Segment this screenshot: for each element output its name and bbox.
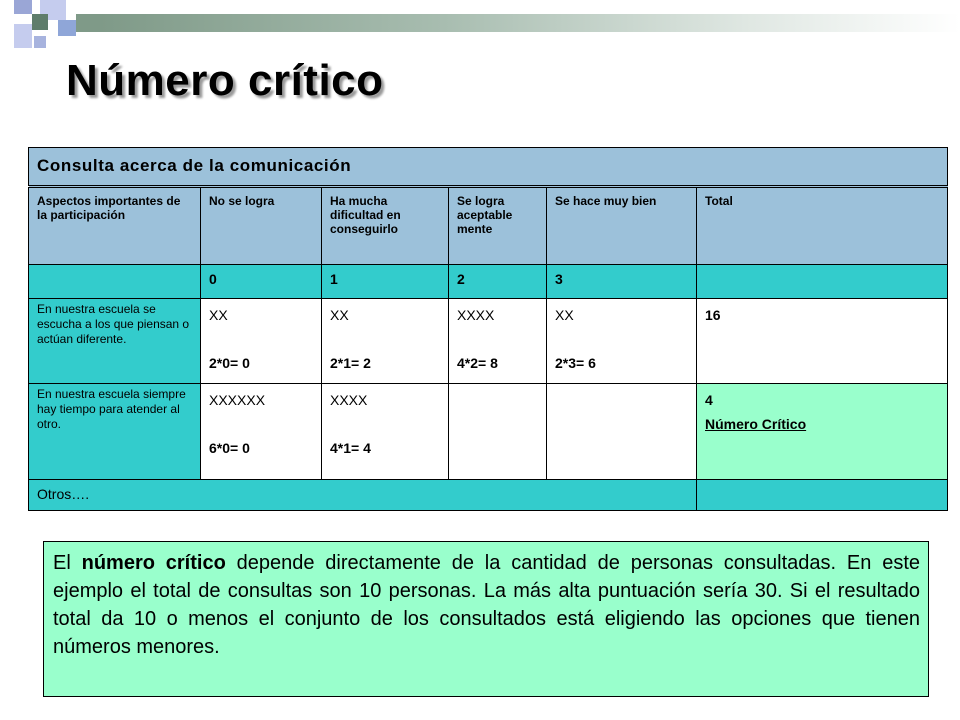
column-header: Aspectos importantes de la participación	[29, 187, 201, 265]
decor-square	[14, 24, 32, 48]
column-header: No se logra	[201, 187, 322, 265]
value-cell	[449, 384, 547, 480]
otros-total-cell	[697, 480, 948, 511]
score-row	[29, 265, 948, 299]
column-header: Total	[697, 187, 948, 265]
note-term: número crítico	[81, 552, 226, 574]
total-cell	[697, 384, 948, 480]
score-cell-empty	[29, 265, 201, 299]
table-title: Consulta acerca de la comunicación	[29, 148, 948, 187]
tally-marks: XXXX	[330, 392, 368, 408]
value-cell	[322, 384, 449, 480]
calc-text: 2*0= 0	[209, 355, 250, 371]
score-cell: 3	[547, 265, 697, 299]
table-title-row	[29, 148, 948, 187]
total-cell	[697, 299, 948, 384]
explanation-box	[43, 541, 929, 697]
decor-square	[32, 14, 48, 30]
calc-text: 4*2= 8	[457, 355, 498, 371]
decor-square	[58, 20, 76, 36]
aspect-cell: En nuestra escuela siempre hay tiempo para atender al otro.	[29, 384, 201, 480]
note-prefix: El	[53, 552, 82, 574]
score-cell-empty	[697, 265, 948, 299]
otros-row	[29, 480, 948, 511]
tally-marks: XX	[330, 307, 349, 323]
note-text: depende directamente de la cantidad de personas consultadas. En este ejemplo el total de consultas son 10 personas. La más alta puntuación sería 30. Si el resultado total da 10 o menos el conjunto de los consultados está eligiendo las opciones que tienen números menores.	[53, 552, 920, 658]
column-header: Se hace muy bien	[547, 187, 697, 265]
column-header: Se logra aceptable mente	[449, 187, 547, 265]
value-cell	[449, 299, 547, 384]
column-header: Ha mucha dificultad en conseguirlo	[322, 187, 449, 265]
tally-marks: XXXX	[457, 307, 495, 323]
decor-square	[34, 36, 46, 48]
score-cell: 0	[201, 265, 322, 299]
value-cell	[547, 384, 697, 480]
calc-text: 4*1= 4	[330, 440, 371, 456]
aspect-cell: En nuestra escuela se escucha a los que piensan o actúan diferente.	[29, 299, 201, 384]
page-title: Número crítico	[66, 56, 384, 105]
otros-cell: Otros….	[29, 480, 697, 511]
header-gradient-bar	[100, 14, 960, 32]
value-cell	[322, 299, 449, 384]
value-cell	[547, 299, 697, 384]
score-cell: 2	[449, 265, 547, 299]
value-cell	[201, 384, 322, 480]
column-header-row	[29, 187, 948, 265]
decor-square	[76, 14, 100, 32]
tally-marks: XX	[555, 307, 574, 323]
critical-number-label: Número Crítico	[705, 416, 807, 432]
calc-text: 2*1= 2	[330, 355, 371, 371]
table-row	[29, 299, 948, 384]
total-value: 16	[705, 307, 721, 323]
calc-text: 6*0= 0	[209, 440, 250, 456]
survey-table	[28, 147, 948, 511]
tally-marks: XX	[209, 307, 228, 323]
total-value: 4	[705, 392, 713, 408]
value-cell	[201, 299, 322, 384]
decor-square	[14, 0, 32, 14]
table-row	[29, 384, 948, 480]
score-cell: 1	[322, 265, 449, 299]
calc-text: 2*3= 6	[555, 355, 596, 371]
tally-marks: XXXXXX	[209, 392, 266, 408]
